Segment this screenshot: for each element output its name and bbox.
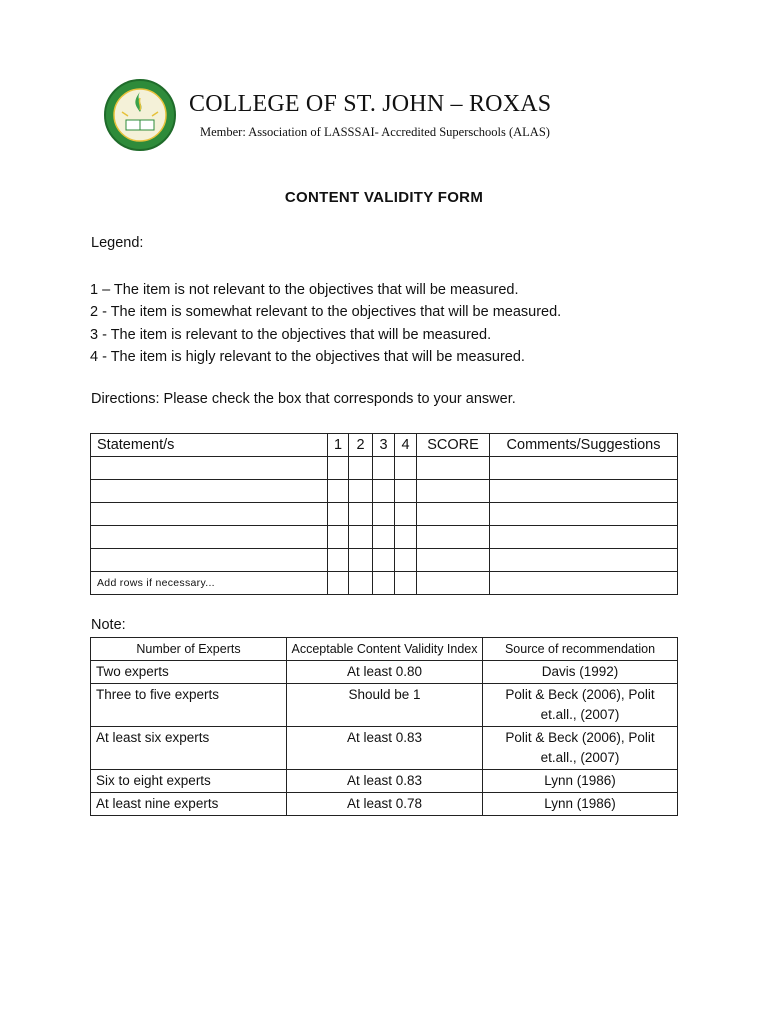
header-acceptable-cvi: Acceptable Content Validity Index: [287, 638, 483, 661]
rating-2-box[interactable]: [349, 526, 373, 549]
rating-3-box[interactable]: [373, 572, 395, 595]
rating-2-box[interactable]: [349, 503, 373, 526]
source-cell: Lynn (1986): [483, 793, 678, 816]
table-row: [91, 727, 678, 770]
header-comments: Comments/Suggestions: [490, 434, 678, 457]
table-row: [91, 526, 678, 549]
rating-1-box[interactable]: [328, 457, 349, 480]
rating-4-box[interactable]: [395, 480, 417, 503]
source-cell: Polit & Beck (2006), Polit et.all., (2007): [483, 684, 678, 727]
table-row: [91, 684, 678, 727]
header-rating-1: 1: [328, 434, 349, 457]
table-row: [91, 770, 678, 793]
note-title: Note:: [91, 617, 126, 633]
comments-cell[interactable]: [490, 549, 678, 572]
directions-text: Directions: Please check the box that corresponds to your answer.: [91, 391, 516, 407]
legend-item: 3 - The item is relevant to the objectives that will be measured.: [90, 326, 492, 343]
header-rating-3: 3: [373, 434, 395, 457]
legend-title: Legend:: [91, 235, 144, 251]
comments-cell[interactable]: [490, 572, 678, 595]
experts-cell: At least nine experts: [91, 793, 287, 816]
rating-3-box[interactable]: [373, 526, 395, 549]
rating-1-box[interactable]: [328, 572, 349, 595]
rating-3-box[interactable]: [373, 549, 395, 572]
table-row: [91, 661, 678, 684]
statement-cell[interactable]: [91, 526, 328, 549]
score-cell[interactable]: [417, 526, 490, 549]
comments-cell[interactable]: [490, 503, 678, 526]
rating-1-box[interactable]: [328, 526, 349, 549]
legend-item: 1 – The item is not relevant to the objectives that will be measured.: [90, 282, 519, 298]
legend-item: 2 - The item is somewhat relevant to the objectives that will be measured.: [90, 304, 562, 321]
rating-1-box[interactable]: [328, 503, 349, 526]
rating-2-box[interactable]: [349, 549, 373, 572]
rating-3-box[interactable]: [373, 480, 395, 503]
statement-cell[interactable]: [91, 457, 328, 480]
experts-cell: Six to eight experts: [91, 770, 287, 793]
add-rows-note: Add rows if necessary...: [91, 572, 328, 595]
header-rating-4: 4: [395, 434, 417, 457]
table-row: [91, 480, 678, 503]
rating-4-box[interactable]: [395, 572, 417, 595]
score-cell[interactable]: [417, 549, 490, 572]
table-header-row: [91, 434, 678, 457]
cvi-cell: At least 0.80: [287, 661, 483, 684]
rating-4-box[interactable]: [395, 457, 417, 480]
table-row: [91, 457, 678, 480]
header-rating-2: 2: [349, 434, 373, 457]
source-cell: Lynn (1986): [483, 770, 678, 793]
college-name: COLLEGE OF ST. JOHN – ROXAS: [189, 91, 552, 117]
score-cell[interactable]: [417, 457, 490, 480]
score-cell[interactable]: [417, 572, 490, 595]
rating-4-box[interactable]: [395, 549, 417, 572]
source-cell: Polit & Beck (2006), Polit et.all., (2007): [483, 727, 678, 770]
validity-index-table: [90, 637, 678, 816]
table-row: [91, 549, 678, 572]
table-header-row: [91, 638, 678, 661]
statement-cell[interactable]: [91, 480, 328, 503]
statement-cell[interactable]: [91, 503, 328, 526]
rating-1-box[interactable]: [328, 549, 349, 572]
legend-item: 4 - The item is higly relevant to the objectives that will be measured.: [90, 348, 525, 365]
comments-cell[interactable]: [490, 457, 678, 480]
cvi-cell: At least 0.78: [287, 793, 483, 816]
cvi-cell: At least 0.83: [287, 727, 483, 770]
rating-3-box[interactable]: [373, 457, 395, 480]
rating-2-box[interactable]: [349, 480, 373, 503]
college-seal-icon: [102, 76, 178, 156]
experts-cell: Two experts: [91, 661, 287, 684]
experts-cell: Three to five experts: [91, 684, 287, 727]
rating-1-box[interactable]: [328, 480, 349, 503]
statement-cell[interactable]: [91, 549, 328, 572]
rating-2-box[interactable]: [349, 457, 373, 480]
score-cell[interactable]: [417, 480, 490, 503]
membership-line: Member: Association of LASSSAI- Accredited Superschools (ALAS): [200, 125, 550, 139]
source-cell: Davis (1992): [483, 661, 678, 684]
rating-4-box[interactable]: [395, 526, 417, 549]
cvi-cell: At least 0.83: [287, 770, 483, 793]
comments-cell[interactable]: [490, 526, 678, 549]
table-row: [91, 503, 678, 526]
rating-4-box[interactable]: [395, 503, 417, 526]
table-row: [91, 793, 678, 816]
experts-cell: At least six experts: [91, 727, 287, 770]
rating-2-box[interactable]: [349, 572, 373, 595]
table-row: [91, 572, 678, 595]
rating-3-box[interactable]: [373, 503, 395, 526]
header-number-of-experts: Number of Experts: [91, 638, 287, 661]
evaluation-table: [90, 433, 678, 595]
header-score: SCORE: [417, 434, 490, 457]
form-title: CONTENT VALIDITY FORM: [284, 189, 484, 206]
comments-cell[interactable]: [490, 480, 678, 503]
legend-list: [90, 280, 561, 369]
header-source: Source of recommendation: [483, 638, 678, 661]
cvi-cell: Should be 1: [287, 684, 483, 727]
score-cell[interactable]: [417, 503, 490, 526]
header-statements: Statement/s: [91, 434, 328, 457]
